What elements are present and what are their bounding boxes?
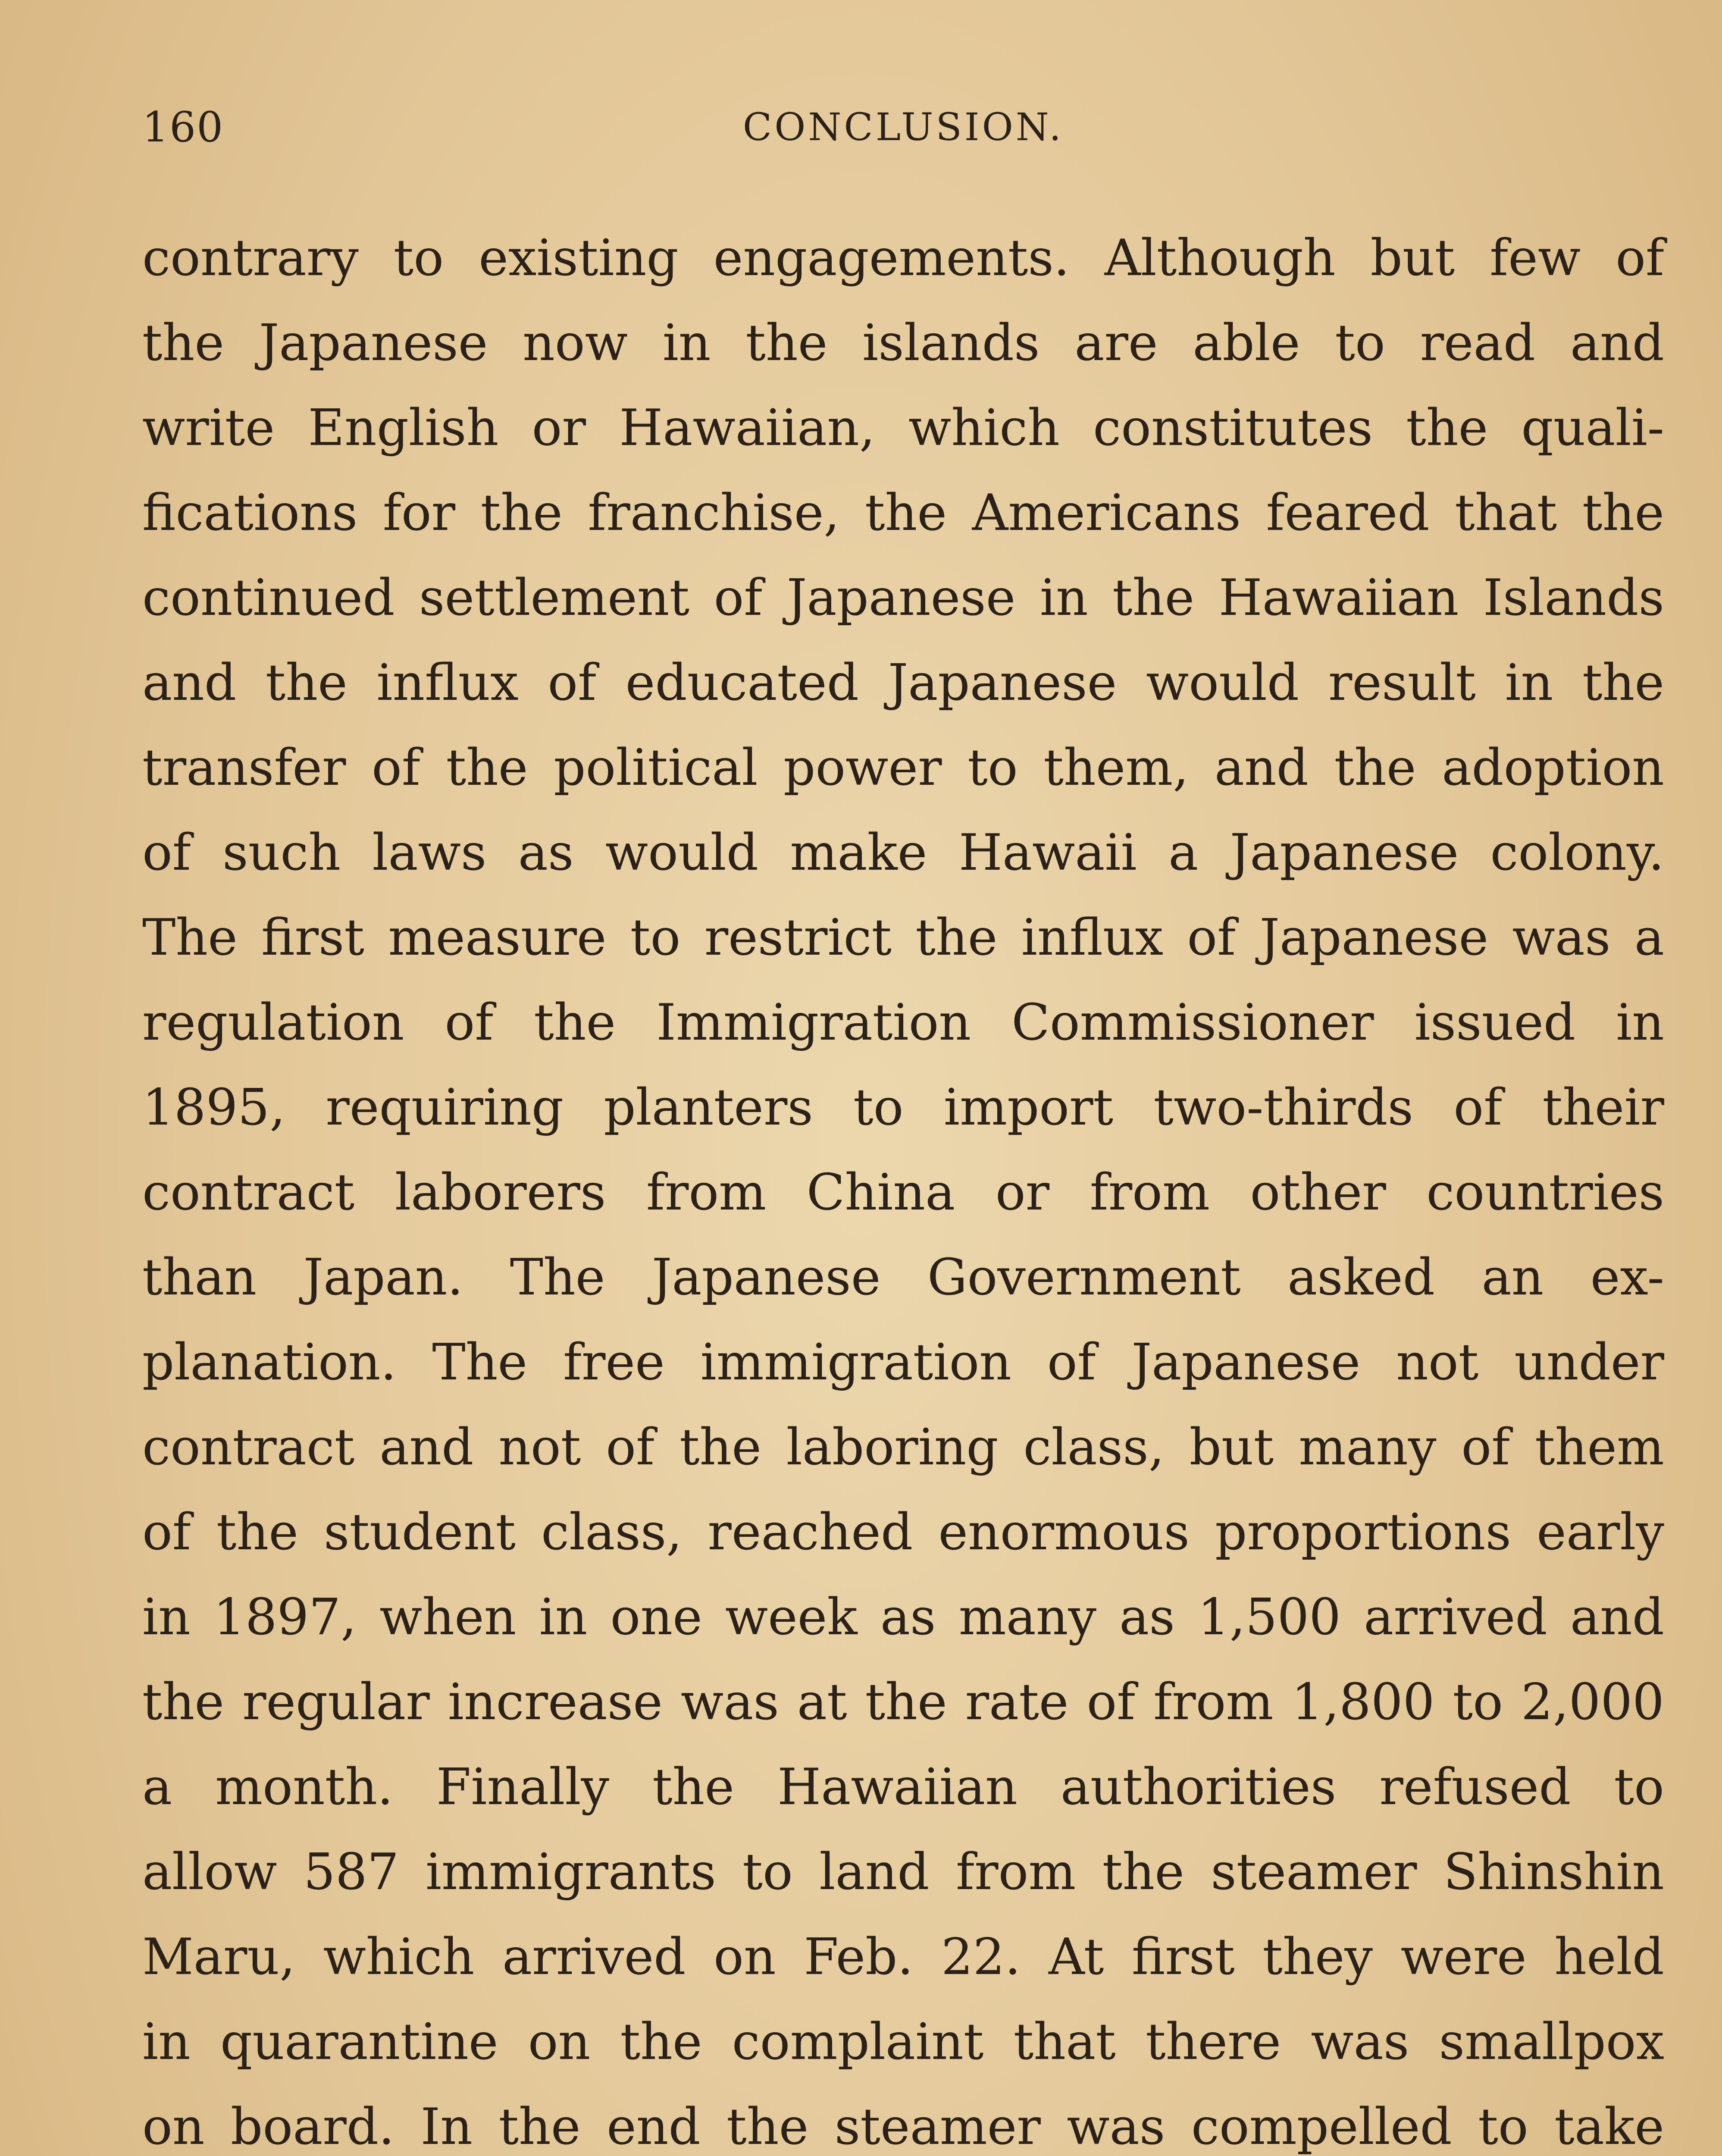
text-line: of the student class, reached enormous proportions early — [142, 1503, 1664, 1561]
text-line: allow 587 immigrants to land from the steamer Shinshin — [142, 1843, 1664, 1901]
body-text — [142, 216, 1664, 2156]
text-line: fications for the franchise, the Americans feared that the — [142, 484, 1664, 542]
text-line: the Japanese now in the islands are able to read and — [142, 314, 1664, 372]
running-title: CONCLUSION. — [742, 105, 1064, 149]
text-line: transfer of the political power to them, and the adoption — [142, 739, 1664, 797]
text-line: on board. In the end the steamer was compelled to take — [142, 2098, 1664, 2156]
page-number: 160 — [142, 103, 224, 151]
text-line: write English or Hawaiian, which constitutes the quali- — [142, 399, 1664, 457]
text-line: the regular increase was at the rate of from 1,800 to 2,000 — [142, 1673, 1664, 1731]
text-line: than Japan. The Japanese Government asked an ex- — [142, 1248, 1664, 1307]
running-head — [142, 93, 1664, 162]
text-line: contract laborers from China or from other countries — [142, 1163, 1664, 1222]
text-line: Maru, which arrived on Feb. 22. At first they were held — [142, 1928, 1664, 1986]
paragraph-1 — [142, 216, 1664, 2156]
text-line: The first measure to restrict the influx of Japanese was a — [142, 909, 1664, 967]
text-line: of such laws as would make Hawaii a Japanese colony. — [142, 824, 1664, 882]
text-line: continued settlement of Japanese in the Hawaiian Islands — [142, 569, 1664, 627]
text-line: a month. Finally the Hawaiian authorities refused to — [142, 1758, 1664, 1816]
text-line: in quarantine on the complaint that there was smallpox — [142, 2013, 1664, 2071]
text-line: 1895, requiring planters to import two-thirds of their — [142, 1078, 1664, 1137]
text-line: and the influx of educated Japanese would result in the — [142, 654, 1664, 712]
text-line: contract and not of the laboring class, but many of them — [142, 1418, 1664, 1476]
text-line: contrary to existing engagements. Although but few of — [142, 229, 1664, 287]
text-line: regulation of the Immigration Commissioner issued in — [142, 993, 1664, 1052]
text-line: in 1897, when in one week as many as 1,500 arrived and — [142, 1588, 1664, 1646]
text-line: planation. The free immigration of Japanese not under — [142, 1333, 1664, 1391]
